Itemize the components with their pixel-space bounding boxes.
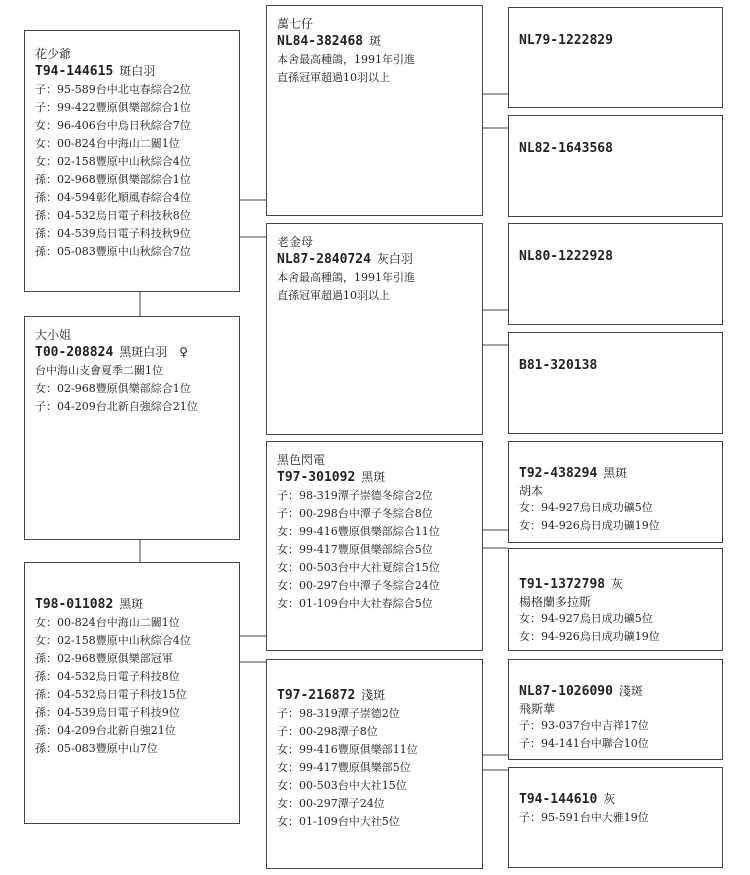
note-line: 直孫冠軍超過10羽以上 <box>277 71 390 84</box>
result-line: 子：94-141台中聯合10位 <box>519 737 649 750</box>
result-line: 孫：04-532烏日電子科技15位 <box>35 688 187 701</box>
ring-number: NL87-1026090 淺斑 <box>519 684 643 699</box>
ring-number: T91-1372798 灰 <box>519 577 624 592</box>
result-line: 女：94-927烏日成功礦5位 <box>519 612 653 625</box>
result-line: 女：99-416豐原俱樂部綜合11位 <box>277 525 440 538</box>
result-line: 子：95-591台中大雅19位 <box>519 811 649 824</box>
ring-number: T98-011082 黑斑 <box>35 597 144 612</box>
result-line: 女：01-109台中大社5位 <box>277 815 400 828</box>
result-line: 子：04-209台北新自強綜合21位 <box>35 400 198 413</box>
bird-name: 黑色閃電 <box>277 453 326 467</box>
result-line: 孫：04-594彰化順風春綜合4位 <box>35 191 191 204</box>
feather-color: 灰白羽 <box>376 252 413 266</box>
result-line: 台中海山支會夏季二關1位 <box>35 364 163 377</box>
result-line: 女：94-926烏日成功礦19位 <box>519 519 660 532</box>
result-line: 子：00-298台中潭子冬綜合8位 <box>277 507 433 520</box>
feather-color: 黑斑白羽 ♀ <box>119 345 189 359</box>
ring-number: NL82-1643568 <box>519 141 613 156</box>
result-line: 女：00-297潭子24位 <box>277 797 385 810</box>
ring-number: T97-216872 淺斑 <box>277 688 386 703</box>
pedigree-card-ggp-6 <box>508 548 723 651</box>
ring-number: B81-320138 <box>519 358 598 373</box>
feather-color: 淺斑 <box>618 684 643 698</box>
pedigree-card-grandsire-maternal <box>266 441 483 651</box>
bird-name: 胡本 <box>519 484 544 498</box>
result-line: 子：98-319潭子崇德2位 <box>277 707 400 720</box>
pedigree-card-ggp-7 <box>508 659 723 760</box>
result-line: 孫：04-539烏日電子科技9位 <box>35 706 180 719</box>
result-line: 女：96-406台中烏日秋綜合7位 <box>35 119 191 132</box>
result-line: 女：00-824台中海山二關1位 <box>35 616 180 629</box>
ring-number: T00-208824 黑斑白羽 ♀ <box>35 345 189 360</box>
result-line: 孫：02-968豐原俱樂部綜合1位 <box>35 173 191 186</box>
ring-number: T94-144610 灰 <box>519 792 616 807</box>
result-line: 女：01-109台中大社春綜合5位 <box>277 597 433 610</box>
pedigree-card-dam <box>24 562 240 824</box>
ring-number: NL84-382468 斑 <box>277 34 382 49</box>
ring-number: T94-144615 斑白羽 <box>35 64 156 79</box>
result-line: 女：02-968豐原俱樂部綜合1位 <box>35 382 191 395</box>
pedigree-card-granddam-paternal <box>266 223 483 435</box>
bird-name: 飛斯華 <box>519 702 556 716</box>
result-line: 女：94-926烏日成功礦19位 <box>519 630 660 643</box>
result-line: 女：00-297台中潭子冬綜合24位 <box>277 579 440 592</box>
feather-color: 黑斑 <box>603 466 628 480</box>
pedigree-card-ggp-3 <box>508 223 723 325</box>
pedigree-card-ggp-8 <box>508 767 723 868</box>
feather-color: 灰 <box>603 792 616 806</box>
result-line: 女：00-503台中大社夏綜合15位 <box>277 561 440 574</box>
pedigree-card-ggp-5 <box>508 441 723 543</box>
result-line: 女：99-417豐原俱樂部5位 <box>277 761 411 774</box>
pedigree-card-granddam-maternal <box>266 659 483 869</box>
bird-name: 萬七仔 <box>277 17 314 31</box>
result-line: 女：99-417豐原俱樂部綜合5位 <box>277 543 433 556</box>
result-line: 孫：04-532烏日電子科技秋8位 <box>35 209 191 222</box>
pedigree-card-ggp-4 <box>508 332 723 434</box>
result-line: 女：00-824台中海山二關1位 <box>35 137 180 150</box>
bird-name: 大小姐 <box>35 328 72 342</box>
result-line: 子：95-589台中北屯春綜合2位 <box>35 83 191 96</box>
ring-number: NL87-2840724 灰白羽 <box>277 252 413 267</box>
pedigree-card-grandsire-paternal <box>266 5 483 216</box>
feather-color: 淺斑 <box>361 688 386 702</box>
result-line: 子：93-037台中吉祥17位 <box>519 719 649 732</box>
result-line: 女：94-927烏日成功礦5位 <box>519 501 653 514</box>
feather-color: 斑 <box>369 34 382 48</box>
pedigree-card-subject <box>24 316 240 540</box>
note-line: 直孫冠軍超過10羽以上 <box>277 289 390 302</box>
result-line: 女：02-158豐原中山秋綜合4位 <box>35 155 191 168</box>
result-line: 子：99-422豐原俱樂部綜合1位 <box>35 101 191 114</box>
pedigree-card-sire <box>24 30 240 292</box>
result-line: 孫：05-083豐原中山7位 <box>35 742 158 755</box>
ring-number: T97-301092 黑斑 <box>277 470 386 485</box>
pedigree-card-ggp-1 <box>508 7 723 108</box>
result-line: 孫：05-083豐原中山秋綜合7位 <box>35 245 191 258</box>
result-line: 子：98-319潭子崇德冬綜合2位 <box>277 489 433 502</box>
result-line: 子：00-298潭子8位 <box>277 725 378 738</box>
pedigree-card-ggp-2 <box>508 115 723 217</box>
feather-color: 灰 <box>611 577 624 591</box>
bird-name: 楊格蘭多拉斯 <box>519 595 592 609</box>
ring-number: NL79-1222829 <box>519 33 613 48</box>
result-line: 孫：04-209台北新自強21位 <box>35 724 176 737</box>
result-line: 女：99-416豐原俱樂部11位 <box>277 743 418 756</box>
feather-color: 黑斑 <box>361 470 386 484</box>
bird-name: 老金母 <box>277 235 314 249</box>
note-line: 本舍最高種鴿，1991年引進 <box>277 271 415 284</box>
ring-number: NL80-1222928 <box>519 249 613 264</box>
result-line: 孫：04-539烏日電子科技秋9位 <box>35 227 191 240</box>
ring-number: T92-438294 黑斑 <box>519 466 628 481</box>
note-line: 本舍最高種鴿，1991年引進 <box>277 53 415 66</box>
result-line: 女：00-503台中大社15位 <box>277 779 407 792</box>
feather-color: 黑斑 <box>119 597 144 611</box>
bird-name: 花少爺 <box>35 47 72 61</box>
result-line: 女：02-158豐原中山秋綜合4位 <box>35 634 191 647</box>
feather-color: 斑白羽 <box>119 64 156 78</box>
result-line: 孫：02-968豐原俱樂部冠軍 <box>35 652 173 665</box>
result-line: 孫：04-532烏日電子科技8位 <box>35 670 180 683</box>
